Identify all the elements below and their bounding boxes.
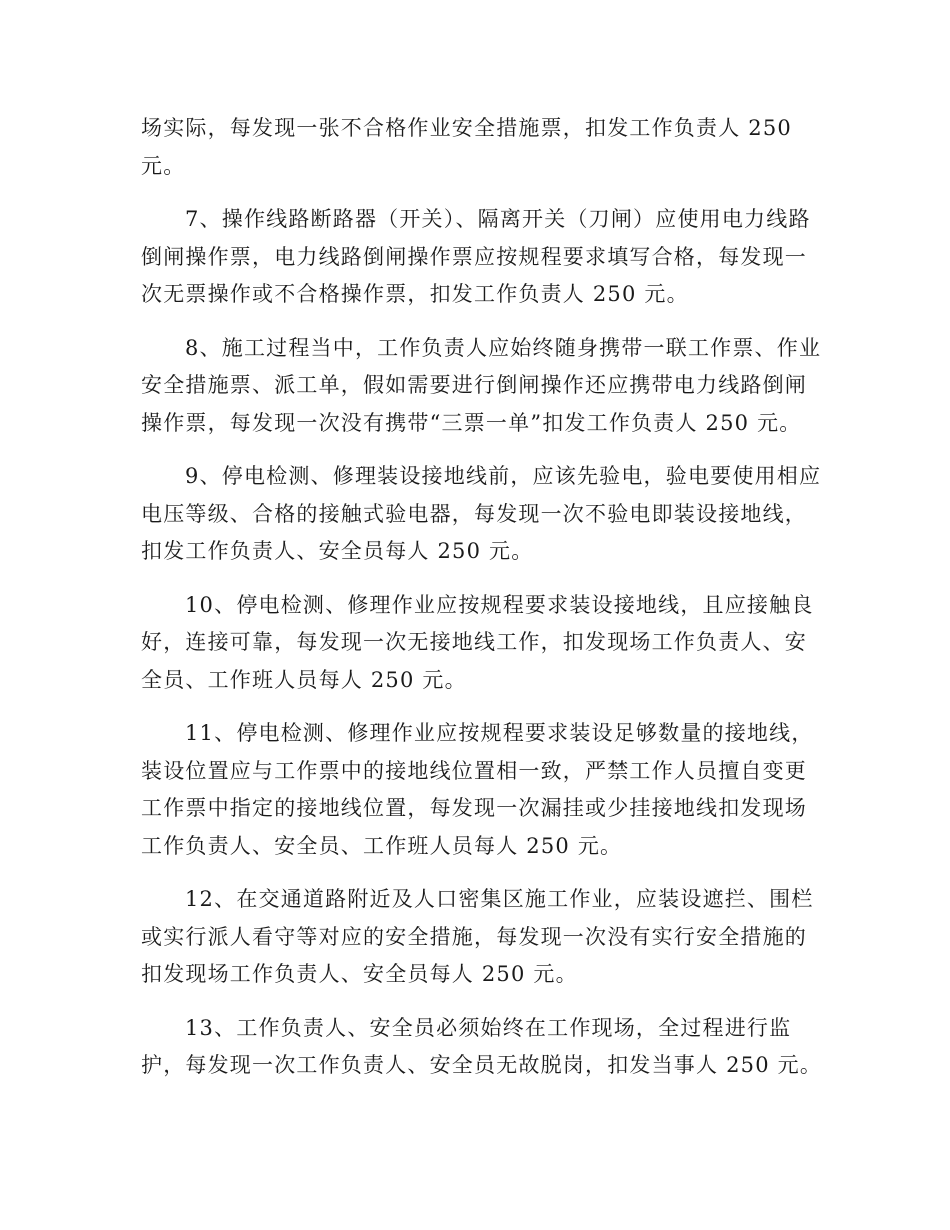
paragraph-13 — [141, 1010, 823, 1085]
text-line: 元。 — [141, 153, 186, 178]
text-line: 场实际，每发现一张不合格作业安全措施票，扣发工作负责人 250 — [141, 116, 792, 140]
text-line: 扣发现场工作负责人、安全员每人 250 元。 — [141, 962, 578, 986]
text-line: 9、停电检测、修理装设接地线前，应该先验电，验电要使用相应 — [185, 464, 822, 488]
text-line: 扣发工作负责人、安全员每人 250 元。 — [141, 539, 534, 563]
text-line: 13、工作负责人、安全员必须始终在工作现场，全过程进行监 — [185, 1015, 792, 1040]
text-line: 操作票，每发现一次没有携带“三票一单”扣发工作负责人 250 元。 — [141, 410, 802, 435]
text-line: 或实行派人看守等对应的安全措施，每发现一次没有实行安全措施的 — [141, 924, 807, 949]
paragraph-9 — [141, 458, 822, 571]
paragraph-7 — [141, 201, 811, 314]
text-line: 11、停电检测、修理作业应按规程要求装设足够数量的接地线， — [185, 721, 814, 745]
paragraph-11 — [141, 715, 814, 865]
text-line: 工作票中指定的接地线位置，每发现一次漏挂或少挂接地线扣发现场 — [141, 796, 807, 820]
paragraph-12 — [141, 881, 814, 994]
text-line: 安全措施票、派工单，假如需要进行倒闸操作还应携带电力线路倒闸 — [141, 373, 807, 397]
text-line: 电压等级、合格的接触式验电器，每发现一次不验电即装设接地线， — [141, 501, 807, 526]
text-line: 工作负责人、安全员、工作班人员每人 250 元。 — [141, 833, 623, 858]
text-line: 护，每发现一次工作负责人、安全员无故脱岗，扣发当事人 250 元。 — [141, 1053, 823, 1077]
text-line: 8、施工过程当中，工作负责人应始终随身携带一联工作票、作业 — [185, 335, 822, 360]
paragraph-8 — [141, 330, 822, 443]
text-line: 7、操作线路断路器（开关）、隔离开关（刀闸）应使用电力线路 — [185, 207, 811, 231]
paragraph-10 — [141, 587, 814, 700]
text-line: 全员、工作班人员每人 250 元。 — [141, 667, 467, 692]
paragraph-6-continuation — [141, 110, 811, 185]
text-line: 12、在交通道路附近及人口密集区施工作业，应装设遮拦、围栏 — [185, 887, 814, 911]
text-line: 10、停电检测、修理作业应按规程要求装设接地线，且应接触良 — [185, 592, 814, 617]
text-line: 装设位置应与工作票中的接地线位置相一致，严禁工作人员擅自变更 — [141, 758, 807, 783]
text-line: 好，连接可靠，每发现一次无接地线工作，扣发现场工作负责人、安 — [141, 630, 807, 654]
text-line: 倒闸操作票，电力线路倒闸操作票应按规程要求填写合格，每发现一 — [141, 244, 807, 269]
document-body — [141, 110, 823, 1101]
text-line: 次无票操作或不合格操作票，扣发工作负责人 250 元。 — [141, 282, 689, 306]
